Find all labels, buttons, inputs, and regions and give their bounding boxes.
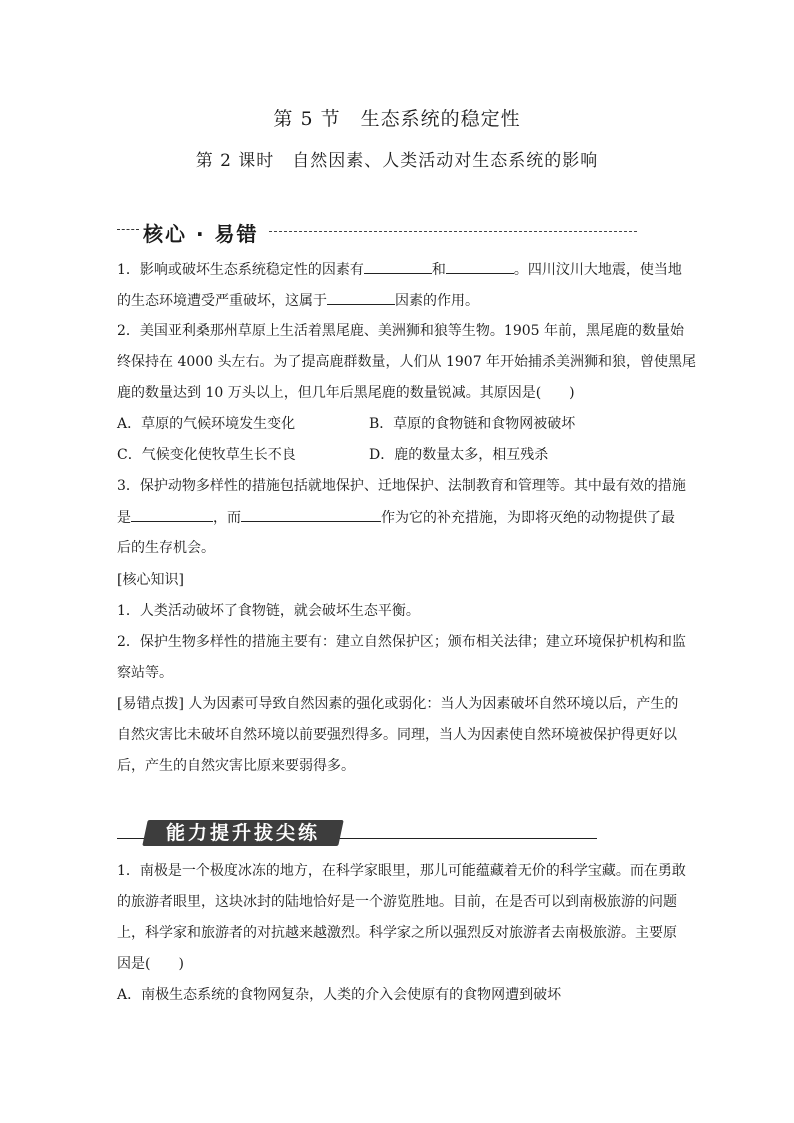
core-section-header (117, 218, 637, 246)
q1-line1 (117, 259, 687, 280)
section-title: 第 5 节 生态系统的稳定性 (273, 108, 521, 130)
q2-line3: 鹿的数量达到 10 万头以上，但几年后黑尾鹿的数量锐减。其原因是( ) (117, 385, 575, 401)
q2-options-row2 (117, 445, 687, 465)
knowledge-item-2-line2: 察站等。 (117, 665, 173, 681)
practice-q1-line3: 上，科学家和旅游者的对抗越来越激烈。科学家之所以强烈反对旅游者去南极旅游。主要原 (117, 925, 677, 941)
practice-q1-line1: 1．南极是一个极度冰冻的地方，在科学家眼里，那儿可能蕴藏着无价的科学宝藏。而在勇敢 (117, 863, 686, 879)
q3-text-b: ，而 (213, 510, 241, 526)
q1-line2-text-a: 的生态环境遭受严重破坏，这属于 (117, 293, 327, 309)
q3-line1: 3．保护动物多样性的措施包括就地保护、迁地保护、法制教育和管理等。其中最有效的措施 (117, 478, 686, 494)
dashed-lead-line (117, 229, 139, 230)
q2-options-row1 (117, 414, 687, 434)
practice-q1-line2: 的旅游者眼里，这块冰封的陆地恰好是一个游览胜地。目前，在是否可以到南极旅游的问题 (117, 894, 677, 910)
q3-text-c: 作为它的补充措施，为即将灭绝的动物提供了最 (381, 510, 675, 526)
tip-line3: 后，产生的自然灾害比原来要弱得多。 (117, 758, 355, 774)
q3-line3: 后的生存机会。 (117, 540, 215, 556)
q1-text-b: 和 (431, 262, 446, 278)
lesson-title: 第 2 课时 自然因素、人类活动对生态系统的影响 (195, 151, 599, 171)
q1-line2-text-b: 因素的作用。 (395, 293, 479, 309)
knowledge-item-2-line1: 2．保护生物多样性的措施主要有：建立自然保护区；颁布相关法律；建立环境保护机构和监 (117, 634, 686, 650)
q2-option-d: D．鹿的数量太多，相互残杀 (369, 447, 549, 463)
practice-q1-line4: 因是( ) (117, 956, 184, 972)
practice-section-label: 能力提升拔尖练 (165, 822, 320, 844)
q1-blank-1 (364, 259, 432, 274)
q3-blank-2 (241, 507, 381, 522)
dashed-trail-line (269, 231, 637, 232)
practice-q1-option-a: A．南极生态系统的食物网复杂，人类的介入会使原有的食物网遭到破坏 (117, 987, 562, 1003)
q2-line2: 终保持在 4000 头左右。为了提高鹿群数量，人们从 1907 年开始捕杀美洲狮和狼，曾使黑尾 (117, 354, 697, 370)
core-section-label: 核心 · 易错 (143, 222, 259, 246)
q3-line2 (117, 507, 687, 528)
q1-blank-3 (327, 290, 395, 305)
q3-text-a: 是 (117, 510, 131, 526)
q2-option-c: C．气候变化使牧草生长不良 (117, 447, 296, 463)
q3-blank-1 (131, 507, 213, 522)
q2-line1: 2．美国亚利桑那州草原上生活着黑尾鹿、美洲狮和狼等生物。1905 年前，黑尾鹿的数量始 (117, 323, 684, 339)
q1-line2 (117, 290, 687, 311)
knowledge-item-1: 1．人类活动破坏了食物链，就会破坏生态平衡。 (117, 603, 420, 619)
q1-blank-2 (446, 259, 514, 274)
tip-line2: 自然灾害比未破坏自然环境以前要强烈得多。同理，当人为因素使自然环境被保护得更好以 (117, 727, 677, 743)
q1-text-c: 。四川汶川大地震，使当地 (513, 262, 682, 278)
practice-section-header (117, 818, 597, 848)
knowledge-heading: [核心知识] (117, 572, 184, 588)
q2-option-a: A．草原的气候环境发生变化 (117, 416, 296, 432)
q2-option-b: B．草原的食物链和食物网被破坏 (369, 416, 576, 432)
q1-text-a: 1．影响或破坏生态系统稳定性的因素有 (117, 262, 364, 278)
tip-line1: [易错点拨] 人为因素可导致自然因素的强化或弱化：当人为因素破坏自然环境以后，产生的 (117, 696, 679, 712)
